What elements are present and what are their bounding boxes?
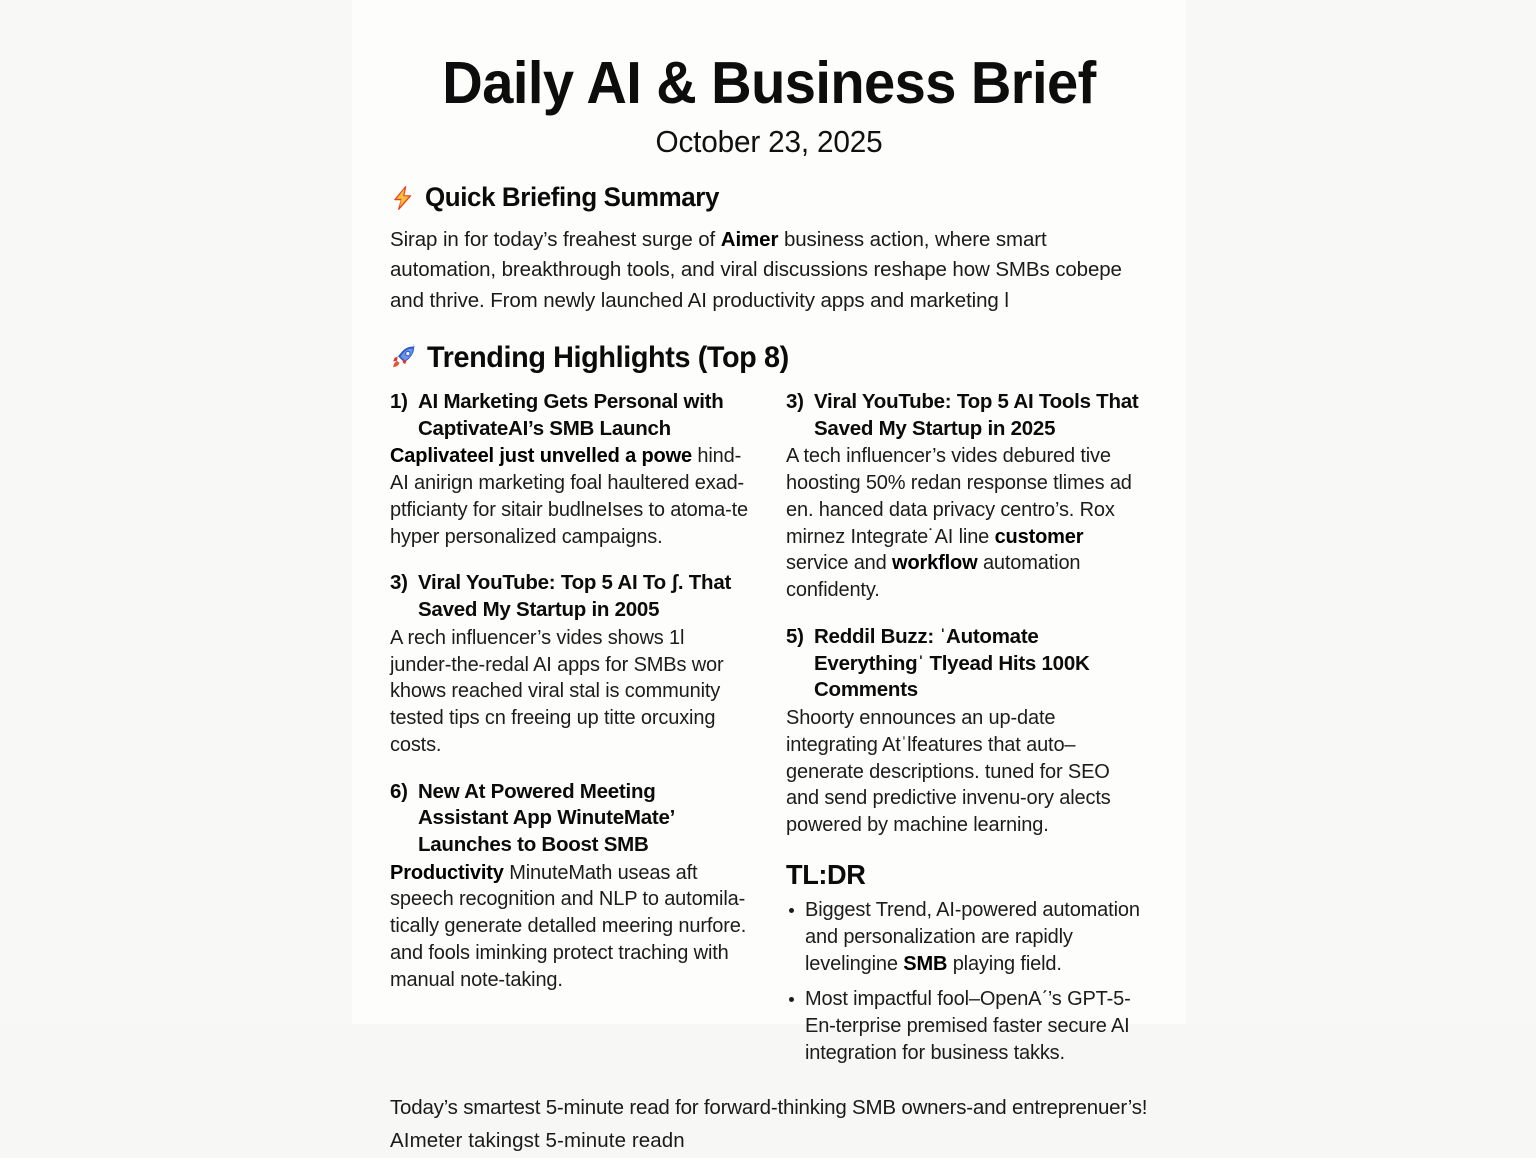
highlight-heading [390, 389, 750, 442]
highlight-body [390, 443, 750, 550]
highlights-right-column [786, 389, 1146, 1074]
highlight-title: Reddil Buzz: ˈAutomate Everythingˈ Tlyead Hits 100K Comments [814, 625, 1090, 702]
highlight-number: 3) [390, 571, 408, 595]
highlight-body-part1: A tech influencer’s vides debured tive hoosting 50% redan response tlimes ad en. hanced data privacy centro’s. Rox mirnez Integrate˙AI line [786, 445, 1132, 548]
tldr-bullet [786, 986, 1146, 1068]
tldr-list [786, 897, 1146, 1067]
highlights-left-column [390, 389, 750, 1074]
page-title: Daily AI & Business Brief [442, 50, 1096, 116]
highlight-item [390, 779, 750, 994]
highlight-number: 3) [786, 389, 804, 413]
highlight-body-part3: automation confidenty. [786, 552, 1081, 602]
highlight-title: Viral YouTube: Top 5 AI To ʃ. That Saved My Startup in 2005 [418, 571, 732, 622]
highlight-body-bold: Productivity [390, 861, 504, 884]
highlight-item [390, 570, 750, 758]
highlight-body-rest: A rech influencer’s vides shows 1l junder-the-redal AI apps for SMBs wor khows reached viral stal is community tested tips cn freeing up titte orcuxing costs. [390, 626, 724, 756]
highlight-title: Viral YouTube: Top 5 AI Tools That Saved My Startup in 2025 [814, 389, 1139, 440]
highlight-number: 6) [390, 779, 408, 803]
highlight-heading [390, 570, 750, 623]
highlight-body [786, 443, 1146, 604]
highlight-title-lines12: New At Powered Meeting Assistant App WinuteMate’ [418, 779, 674, 830]
highlight-number: 5) [786, 625, 804, 649]
tldr-bullet-part1: Most impactful fool–OpenAˊ’s GPT-5-En-terprise premised faster secure AI integration for business takks. [805, 987, 1131, 1064]
document-date: October 23, 2025 [655, 124, 883, 159]
section-title-summary: Quick Briefing Summary [425, 182, 720, 212]
tldr-bullet-bold: SMB [903, 953, 948, 976]
highlight-body-part2: service and [786, 552, 893, 575]
document-page [352, 0, 1186, 1152]
highlight-body [786, 705, 1146, 839]
tldr-bullet [786, 897, 1146, 979]
highlight-title-line3: Launches to Boost SMB [418, 833, 649, 856]
summary-paragraph [390, 213, 1142, 316]
highlight-item [390, 389, 750, 550]
summary-text-suffix: business action, where smart automation, breakthrough tools, and viral discussions reshape how SMBs cobepe and thrive. From newly launched AI productivity apps and marketing l [390, 228, 1122, 312]
highlight-title [418, 779, 750, 859]
tldr-bullet-part2: playing field. [947, 953, 1062, 976]
highlight-heading [786, 389, 1146, 442]
highlight-item [786, 389, 1146, 604]
footer-line-primary: Today’s smartest 5-minute read for forward-thinking SMB owners-and entreprenuer’s! [390, 1096, 1148, 1120]
footer-line-secondary: AImeter takingst 5-minute readn [390, 1128, 685, 1152]
tldr-bullet-part1: Biggest Trend, AI-powered automation and personalization are rapidly levelingine [805, 898, 1140, 976]
document-footer [390, 1074, 1148, 1158]
highlight-body-rest: hind- AI anirign marketing foal haultered exad-ptficianty for sitair budlneIses to atoma-te hyper personalized campaigns. [390, 445, 749, 548]
highlight-body-part1: Shoorty ennounces an up-date integrating Atˈlfeatures that auto–generate descriptions. tuned for SEO and send predictive invenu-ory alects powered by machine learning. [786, 706, 1111, 837]
highlight-body-bold2: workflow [892, 552, 978, 575]
highlight-body [390, 625, 750, 759]
rocket-icon [390, 344, 418, 372]
highlights-columns [390, 375, 1148, 1074]
highlight-body-rest: MinuteMath useas aft speech recognition and NLP to automila-tically generate detalled meering nurfore. and fools iminking protect traching with manual note-taking. [390, 861, 747, 991]
highlight-title: AI Marketing Gets Personal with CaptivateAI’s SMB Launch [418, 389, 724, 440]
summary-text-bold: Aimer [720, 228, 779, 251]
section-title-trending: Trending Highlights (Top 8) [427, 340, 789, 374]
highlight-body [390, 860, 750, 994]
section-header-trending [390, 316, 1148, 375]
summary-text-prefix: Sirap in for today’s freahest surge of [390, 228, 721, 251]
highlight-heading [786, 624, 1146, 704]
lightning-bolt-icon [390, 185, 416, 211]
highlight-heading [390, 779, 750, 859]
tldr-heading: TL:DR [786, 858, 866, 890]
highlight-body-bold: Caplivateel just unvelled a powe [390, 445, 692, 468]
highlight-number: 1) [390, 389, 408, 413]
highlight-item [786, 624, 1146, 839]
highlight-body-bold1: customer [994, 525, 1084, 548]
section-header-summary [390, 160, 1148, 213]
